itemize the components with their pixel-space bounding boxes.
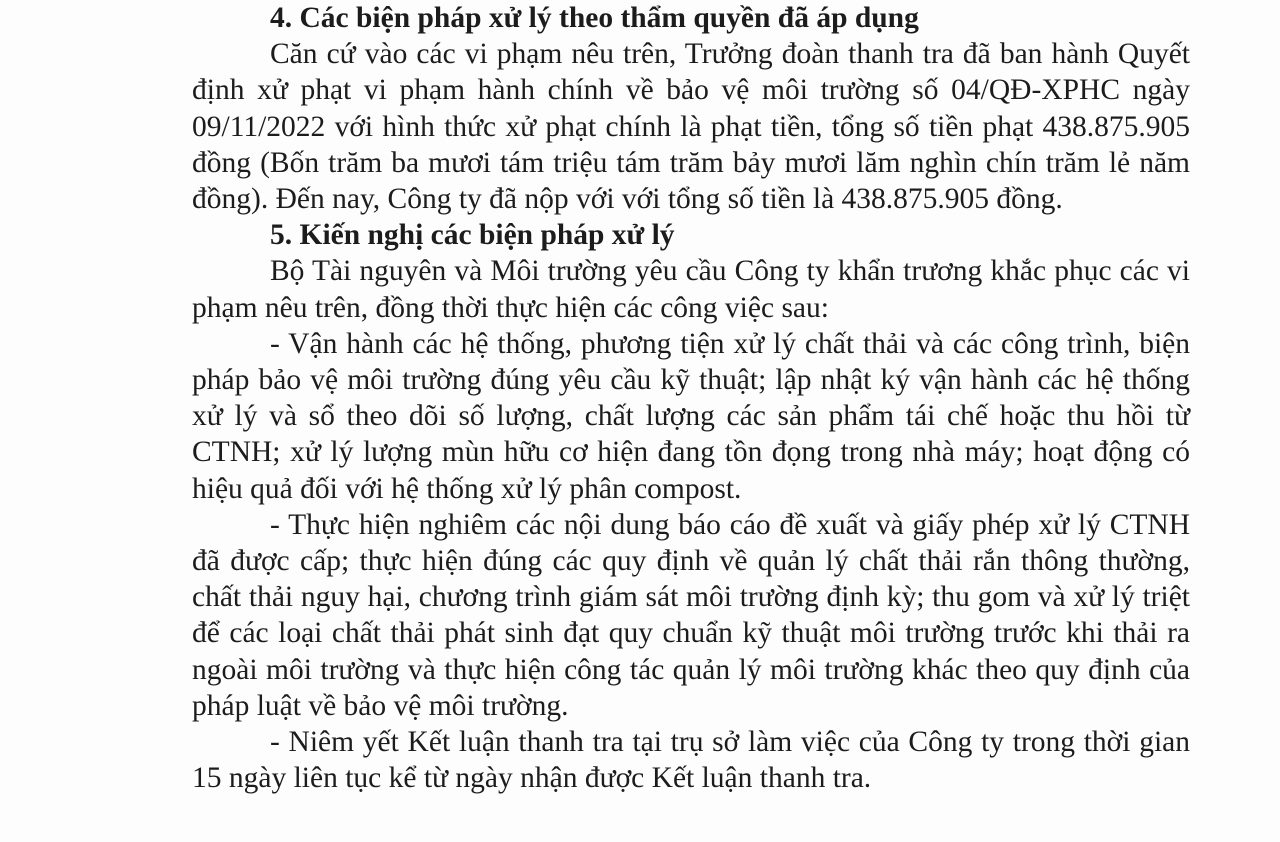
document-body — [192, 0, 1190, 796]
section-5-item-post-conclusion: - Niêm yết Kết luận thanh tra tại trụ sở làm việc của Công ty trong thời gian 15 ngày liên tục kể từ ngày nhận được Kết luận thanh tra. — [192, 726, 1190, 795]
section-4-paragraph: Căn cứ vào các vi phạm nêu trên, Trưởng đoàn thanh tra đã ban hành Quyết định xử phạt vi phạm hành chính về bảo vệ môi trường số 04/QĐ-XPHC ngày 09/11/2022 với hình thức xử phạt chính là phạt tiền, tổng số tiền phạt 438.875.905 đồng (Bốn trăm ba mươi tám triệu tám trăm bảy mươi lăm nghìn chín trăm lẻ năm đồng). Đến nay, Công ty đã nộp với với tổng số tiền là 438.875.905 đồng. — [192, 38, 1190, 216]
section-5-item-comply-regulations: - Thực hiện nghiêm các nội dung báo cáo đề xuất và giấy phép xử lý CTNH đã được cấp; thực hiện đúng các quy định về quản lý chất thải rắn thông thường, chất thải nguy hại, chương trình giám sát môi trường định kỳ; thu gom và xử lý triệt để các loại chất thải phát sinh đạt quy chuẩn kỹ thuật môi trường trước khi thải ra ngoài môi trường và thực hiện công tác quản lý môi trường khác theo quy định của pháp luật về bảo vệ môi trường. — [192, 508, 1190, 722]
section-4-heading: 4. Các biện pháp xử lý theo thẩm quyền đã áp dụng — [270, 2, 919, 34]
section-5-heading: 5. Kiến nghị các biện pháp xử lý — [270, 219, 675, 252]
section-5-intro: Bộ Tài nguyên và Môi trường yêu cầu Công ty khẩn trương khắc phục các vi phạm nêu trên, đồng thời thực hiện các công việc sau: — [192, 255, 1190, 324]
section-5-item-operate-systems: - Vận hành các hệ thống, phương tiện xử lý chất thải và các công trình, biện pháp bảo vệ môi trường đúng yêu cầu kỹ thuật; lập nhật ký vận hành các hệ thống xử lý và sổ theo dõi số lượng, chất lượng các sản phẩm tái chế hoặc thu hồi từ CTNH; xử lý lượng mùn hữu cơ hiện đang tồn đọng trong nhà máy; hoạt động có hiệu quả đối với hệ thống xử lý phân compost. — [192, 327, 1190, 505]
